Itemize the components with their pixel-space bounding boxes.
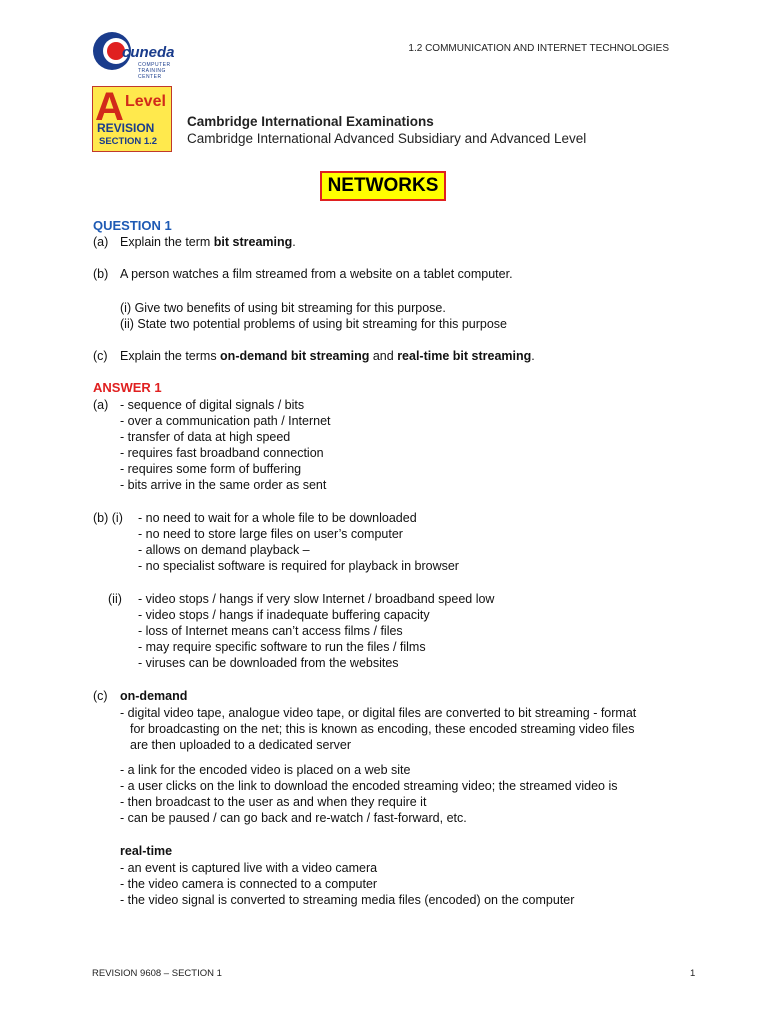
realtime-heading: real-time: [120, 844, 173, 858]
list-item: - allows on demand playback –: [138, 543, 310, 557]
qualification: Cambridge International Advanced Subsidiary and Advanced Level: [187, 131, 587, 146]
list-item: - a user clicks on the link to download the encoded streaming video; the streamed video is: [120, 779, 618, 793]
question-b-label: (b): [93, 267, 109, 281]
question-b-ii: (ii) State two potential problems of using bit streaming for this purpose: [120, 317, 507, 331]
list-item: - video stops / hangs if inadequate buffering capacity: [138, 608, 430, 622]
question-a-text: Explain the term bit streaming.: [120, 235, 296, 249]
header-topic: 1.2 COMMUNICATION AND INTERNET TECHNOLOGIES: [408, 43, 669, 54]
page-number: 1: [690, 968, 696, 979]
list-item: - requires fast broadband connection: [120, 446, 324, 460]
ondemand-heading: on-demand: [120, 689, 188, 703]
question-b-i: (i) Give two benefits of using bit streaming for this purpose.: [120, 301, 446, 315]
list-item: - may require specific software to run the files / films: [138, 640, 426, 654]
question-heading: QUESTION 1: [93, 218, 172, 233]
list-item: - transfer of data at high speed: [120, 430, 291, 444]
answer-bii-list: [138, 591, 494, 671]
list-item: - no need to store large files on user’s computer: [138, 527, 403, 541]
question-c-label: (c): [93, 349, 108, 363]
list-item: - sequence of digital signals / bits: [120, 398, 305, 412]
list-item: - then broadcast to the user as and when they require it: [120, 795, 427, 809]
paragraph-line: - digital video tape, analogue video tape, or digital files are converted to bit streaming - format: [120, 706, 637, 720]
badge-revision: REVISION: [97, 121, 155, 135]
badge-section: SECTION 1.2: [99, 136, 158, 147]
list-item: - loss of Internet means can’t access films / files: [138, 624, 403, 638]
list-item: - video stops / hangs if very slow Internet / broadband speed low: [138, 592, 495, 606]
badge-a: A: [95, 85, 124, 129]
a-level-revision-badge: [92, 86, 172, 152]
answer-bi-label: (b) (i): [93, 511, 123, 525]
ondemand-list: [120, 762, 618, 826]
list-item: - the video signal is converted to streaming media files (encoded) on the computer: [120, 893, 575, 907]
cuneda-logo: [92, 30, 182, 80]
logo-text: cuneda: [122, 44, 175, 61]
list-item: - the video camera is connected to a computer: [120, 877, 378, 891]
page-title-text: NETWORKS: [327, 175, 439, 196]
realtime-list: [120, 860, 574, 908]
question-b-text: A person watches a film streamed from a website on a tablet computer.: [120, 267, 513, 281]
question-c-text: Explain the terms on-demand bit streaming and real-time bit streaming.: [120, 349, 535, 363]
logo-subtext: COMPUTER TRAINING CENTER: [138, 62, 171, 80]
list-item: - bits arrive in the same order as sent: [120, 478, 327, 492]
list-item: - no need to wait for a whole file to be downloaded: [138, 511, 417, 525]
ondemand-paragraph: [120, 705, 636, 753]
list-item: - an event is captured live with a video camera: [120, 861, 378, 875]
page-title: [320, 171, 446, 201]
answer-c-label: (c): [93, 689, 108, 703]
list-item: - viruses can be downloaded from the websites: [138, 656, 399, 670]
answer-bi-list: [138, 510, 459, 574]
answer-heading: ANSWER 1: [93, 380, 162, 395]
paragraph-line: are then uploaded to a dedicated server: [130, 738, 351, 752]
answer-bii-label: (ii): [108, 592, 122, 606]
list-item: - can be paused / can go back and re-watch / fast-forward, etc.: [120, 811, 467, 825]
list-item: - requires some form of buffering: [120, 462, 302, 476]
list-item: - no specialist software is required for playback in browser: [138, 559, 459, 573]
answer-a-list: [120, 397, 331, 493]
list-item: - a link for the encoded video is placed on a web site: [120, 763, 411, 777]
list-item: - over a communication path / Internet: [120, 414, 331, 428]
paragraph-line: for broadcasting on the net; this is known as encoding, these encoded streaming video files: [130, 722, 635, 736]
answer-a-label: (a): [93, 398, 109, 412]
question-a-label: (a): [93, 235, 109, 249]
footer-revision: REVISION 9608 – SECTION 1: [92, 968, 222, 979]
badge-level: Level: [125, 93, 166, 110]
exam-board: Cambridge International Examinations: [187, 114, 434, 129]
